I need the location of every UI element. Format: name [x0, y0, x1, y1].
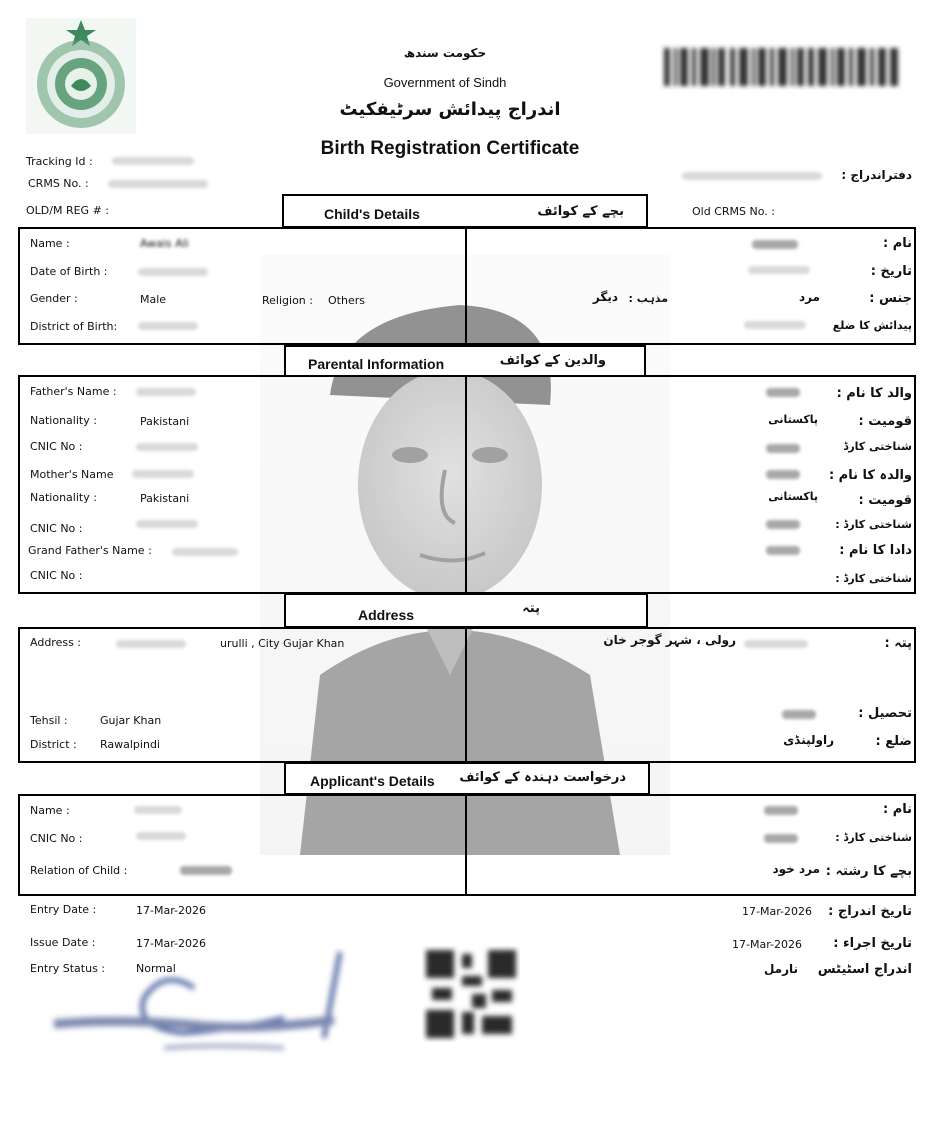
child-district-ur: پیدائش کا ضلع: [832, 319, 912, 332]
child-name-ur-redacted: [752, 240, 798, 249]
father-cnic-ur: شناختی کارڈ: [843, 440, 912, 453]
qr-code-icon: [422, 946, 520, 1042]
address-ur: پتہ :: [884, 636, 912, 651]
grandfather-cnic-label: CNIC No :: [30, 569, 83, 582]
child-section-header: [282, 194, 648, 228]
signature-icon: [44, 948, 354, 1068]
grandfather-name-redacted: [172, 548, 238, 556]
father-cnic-redacted: [136, 443, 198, 451]
relation-ur: بچے کا رشتہ :: [825, 864, 912, 879]
mother-cnic-ur-redacted: [766, 520, 800, 529]
child-religion-value-ur: دیگر: [592, 290, 618, 304]
mother-cnic-label: CNIC No :: [30, 522, 83, 535]
child-district-redacted: [138, 322, 198, 330]
tehsil-ur: تحصیل :: [858, 706, 912, 721]
grandfather-name-ur: دادا کا نام :: [839, 543, 912, 558]
father-name-ur: والد کا نام :: [836, 386, 912, 401]
mother-name-ur: والدہ کا نام :: [828, 468, 912, 483]
address-header-ur: پتہ: [522, 601, 540, 616]
applicant-cnic-label: CNIC No :: [30, 832, 83, 845]
applicant-cnic-ur: شناختی کارڈ :: [835, 831, 912, 844]
address-value: urulli , City Gujar Khan: [220, 637, 345, 650]
address-divider: [465, 627, 467, 763]
district-value: Rawalpindi: [100, 738, 160, 751]
address-value-ur: رولی ، شہر گوجر خان: [603, 633, 736, 647]
address-redacted: [116, 640, 186, 648]
father-name-redacted: [136, 388, 196, 396]
tracking-label: Tracking Id :: [26, 155, 93, 168]
issue-date-value-right: 17-Mar-2026: [732, 938, 802, 951]
entry-date-value-right: 17-Mar-2026: [742, 905, 812, 918]
office-label-urdu: دفتراندراج :: [841, 168, 912, 182]
entry-date-ur: تاریخ اندراج :: [828, 904, 912, 919]
entry-status-ur: اندراج اسٹیٹس: [817, 962, 912, 977]
issue-date-value: 17-Mar-2026: [136, 937, 206, 950]
mother-name-ur-redacted: [766, 470, 800, 479]
parents-header-en: Parental Information: [308, 356, 445, 372]
page-title: Birth Registration Certificate: [320, 138, 580, 159]
entry-status-label: Entry Status :: [30, 962, 106, 975]
mother-nationality-label: Nationality :: [30, 491, 97, 504]
gov-urdu: حکومت سندھ: [403, 46, 487, 60]
grandfather-cnic-ur: شناختی کارڈ :: [835, 572, 912, 585]
applicant-header-en: Applicant's Details: [310, 773, 435, 789]
applicant-header-ur: درخواست دہندہ کے کوائف: [459, 770, 626, 785]
parents-header-ur: والدین کے کوائف: [499, 353, 606, 368]
crms-value-redacted: [108, 180, 208, 188]
parents-details-box: [18, 375, 916, 594]
tehsil-ur-redacted: [782, 710, 816, 719]
father-name-ur-redacted: [766, 388, 800, 397]
mother-cnic-redacted: [136, 520, 198, 528]
child-gender-ur: جنس :: [869, 291, 912, 306]
office-value-redacted: [682, 172, 822, 180]
father-cnic-label: CNIC No :: [30, 440, 83, 453]
crms-label: CRMS No. :: [28, 177, 89, 190]
father-nationality-ur: قومیت :: [858, 414, 912, 429]
relation-value-ur: مرد خود: [772, 862, 820, 876]
applicant-cnic-redacted: [136, 832, 186, 840]
parents-divider: [465, 375, 467, 594]
district-label: District :: [30, 738, 77, 751]
mother-name-redacted: [132, 470, 194, 478]
child-dob-ur: تاریخ :: [870, 264, 912, 279]
relation-redacted: [180, 866, 232, 875]
address-label: Address :: [30, 636, 82, 649]
mother-name-label: Mother's Name: [30, 468, 114, 481]
tehsil-value: Gujar Khan: [100, 714, 162, 727]
applicant-name-redacted: [134, 806, 182, 814]
entry-status-value: Normal: [136, 962, 176, 975]
title-urdu: اندراج پیدائش سرٹیفکیٹ: [339, 99, 561, 120]
address-section-header: [284, 593, 648, 628]
district-ur: ضلع :: [875, 734, 912, 749]
entry-date-label: Entry Date :: [30, 903, 97, 916]
father-name-label: Father's Name :: [30, 385, 117, 398]
gov-english: Government of Sindh: [383, 75, 507, 90]
applicant-divider: [465, 794, 467, 896]
child-dob-ur-redacted: [748, 266, 810, 274]
mother-nationality-value: Pakistani: [140, 492, 190, 505]
grandfather-name-ur-redacted: [766, 546, 800, 555]
issue-date-label: Issue Date :: [30, 936, 96, 949]
district-value-ur: راولپنڈی: [783, 733, 834, 747]
applicant-name-ur-redacted: [764, 806, 798, 815]
child-name-label: Name :: [30, 237, 70, 250]
address-header-en: Address: [358, 607, 415, 623]
child-religion-ur: مذہب :: [628, 292, 668, 305]
entry-status-value-ur: نارمل: [763, 962, 798, 976]
applicant-name-label: Name :: [30, 804, 70, 817]
child-dob-label: Date of Birth :: [30, 265, 108, 278]
father-nationality-label: Nationality :: [30, 414, 97, 427]
applicant-name-ur: نام :: [882, 802, 912, 817]
child-gender-label: Gender :: [30, 292, 78, 305]
applicant-cnic-ur-redacted: [764, 834, 798, 843]
mother-nationality-ur: قومیت :: [858, 493, 912, 508]
address-ur-redacted: [744, 640, 808, 648]
child-district-ur-redacted: [744, 321, 806, 329]
old-crms-label: Old CRMS No. :: [692, 205, 775, 218]
father-nationality-value: Pakistani: [140, 415, 190, 428]
relation-label: Relation of Child :: [30, 864, 128, 877]
grandfather-name-label: Grand Father's Name :: [28, 544, 152, 557]
child-header-en: Child's Details: [324, 206, 420, 222]
father-cnic-ur-redacted: [766, 444, 800, 453]
child-gender-value-ur: مرد: [798, 290, 820, 304]
child-dob-redacted: [138, 268, 208, 276]
tracking-value-redacted: [112, 157, 194, 165]
parents-section-header: [284, 345, 646, 377]
child-name-value: Awais Ali: [140, 237, 189, 250]
old-reg-label: OLD/M REG # :: [26, 204, 109, 217]
child-gender-value: Male: [140, 293, 167, 306]
child-district-label: District of Birth:: [30, 320, 118, 333]
applicant-section-header: [284, 762, 650, 795]
child-divider: [465, 227, 467, 345]
child-header-ur: بچے کے کوائف: [537, 204, 624, 219]
issue-date-ur: تاریخ اجراء :: [833, 936, 912, 951]
child-religion-value: Others: [328, 294, 365, 307]
entry-date-value: 17-Mar-2026: [136, 904, 206, 917]
father-nationality-value-ur: پاکستانی: [768, 413, 818, 426]
mother-cnic-ur: شناختی کارڈ :: [835, 518, 912, 531]
child-name-ur: نام :: [882, 236, 912, 251]
tehsil-label: Tehsil :: [30, 714, 68, 727]
mother-nationality-value-ur: پاکستانی: [768, 490, 818, 503]
child-religion-label: Religion :: [262, 294, 313, 307]
